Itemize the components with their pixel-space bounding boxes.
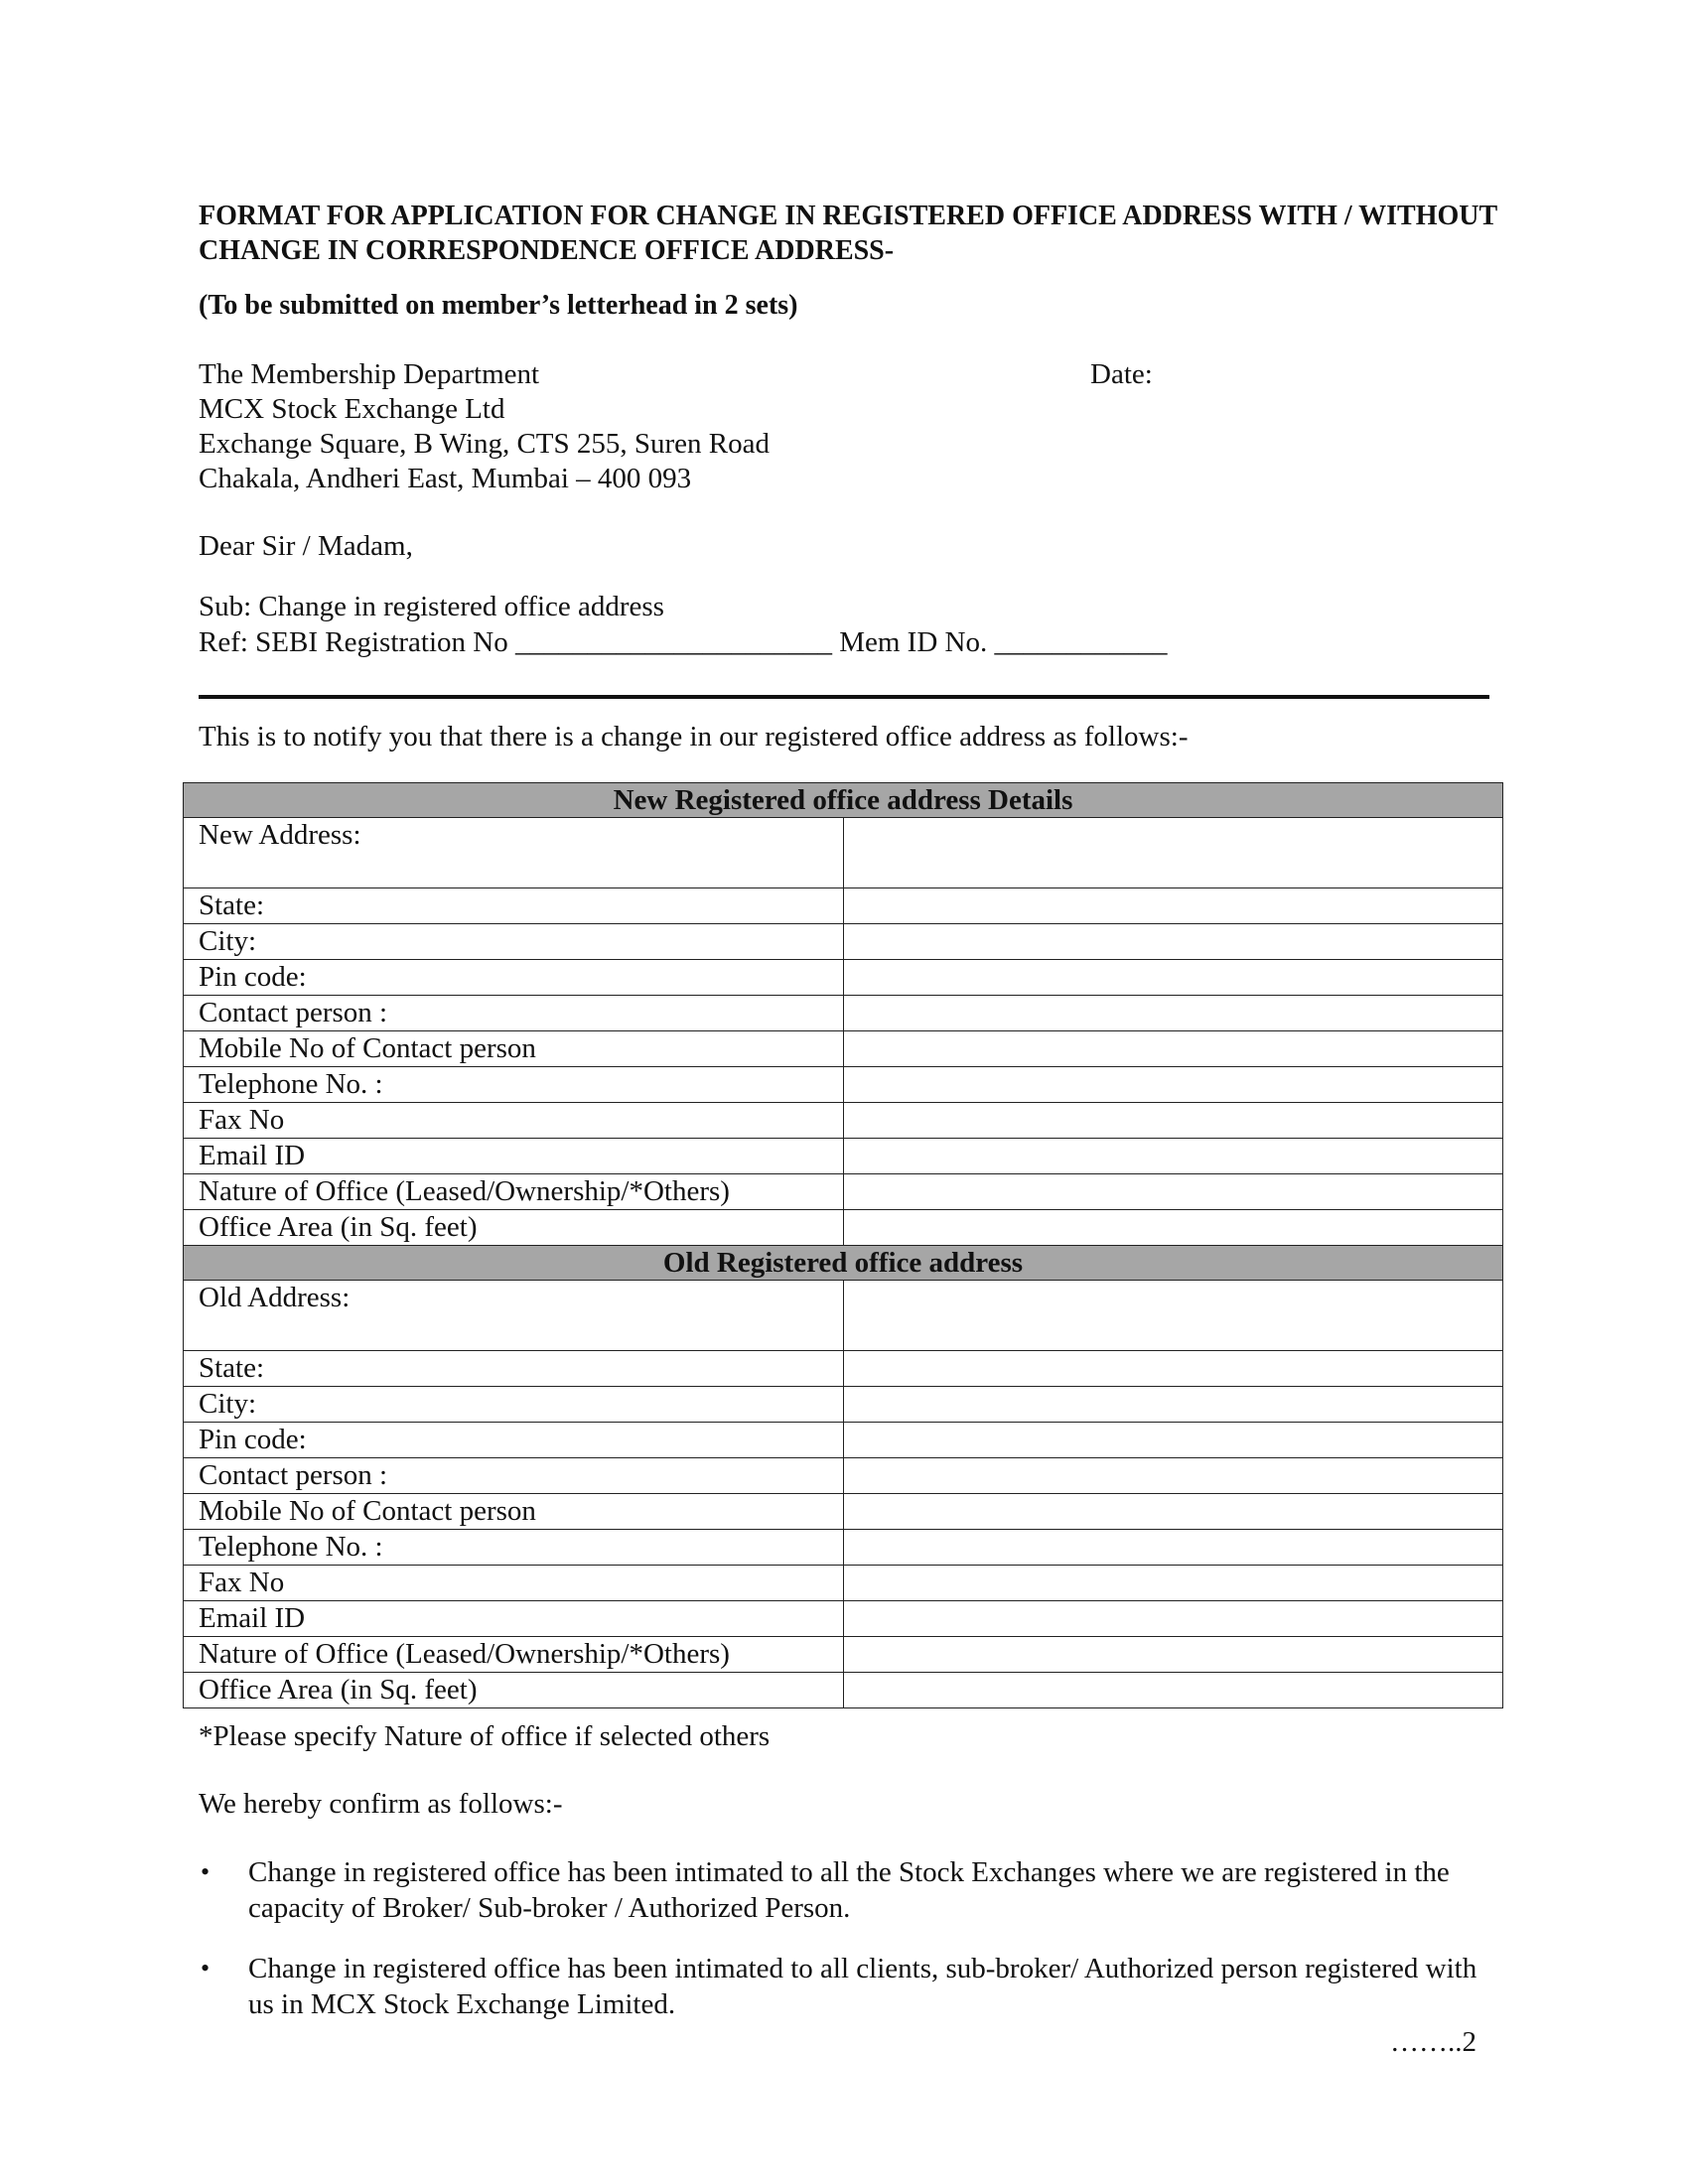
field-input-cell[interactable] <box>843 1139 1503 1174</box>
field-input-cell[interactable] <box>843 1351 1503 1387</box>
field-input-cell[interactable] <box>843 1566 1503 1601</box>
intro-text: This is to notify you that there is a change in our registered office address as follows:- <box>199 721 1189 752</box>
field-label: Email ID <box>184 1139 844 1174</box>
field-label: Contact person : <box>184 996 844 1031</box>
bullet-icon: • <box>201 1857 211 1886</box>
field-label: Office Area (in Sq. feet) <box>184 1673 844 1708</box>
field-input-cell[interactable] <box>843 1458 1503 1494</box>
table-row <box>184 996 1503 1031</box>
field-input-cell[interactable] <box>843 1673 1503 1708</box>
new-section-title: New Registered office address Details <box>184 783 1503 818</box>
field-input-cell[interactable] <box>843 1031 1503 1067</box>
field-input-cell[interactable] <box>843 1601 1503 1637</box>
table-row <box>184 1281 1503 1351</box>
field-input-cell[interactable] <box>843 996 1503 1031</box>
table-row <box>184 818 1503 888</box>
list-item-text: Change in registered office has been intimated to all clients, sub-broker/ Authorized person registered with us in MCX Stock Exchange Limited. <box>248 1953 1477 2020</box>
recipient-line: The Membership Department <box>199 358 540 390</box>
field-label: Fax No <box>184 1103 844 1139</box>
subject-line: Sub: Change in registered office address <box>199 591 664 622</box>
confirm-heading: We hereby confirm as follows:- <box>199 1788 563 1820</box>
list-item-text: Change in registered office has been intimated to all the Stock Exchanges where we are registered in the capacity of Broker/ Sub-broker / Authorized Person. <box>248 1856 1450 1924</box>
recipient-line: Exchange Square, B Wing, CTS 255, Suren Road <box>199 428 771 460</box>
table-row <box>184 1139 1503 1174</box>
recipient-address <box>199 357 770 496</box>
reference-line[interactable]: Ref: SEBI Registration No ______________________ Mem ID No. ____________ <box>199 626 1168 658</box>
field-label: Nature of Office (Leased/Ownership/*Others) <box>184 1637 844 1673</box>
field-input-cell[interactable] <box>843 924 1503 960</box>
horizontal-divider <box>199 695 1489 699</box>
field-label: Mobile No of Contact person <box>184 1494 844 1530</box>
field-input-cell[interactable] <box>843 1494 1503 1530</box>
field-input-cell[interactable] <box>843 818 1503 888</box>
table-row <box>184 1351 1503 1387</box>
old-section-title: Old Registered office address <box>184 1246 1503 1281</box>
bullet-icon: • <box>201 1954 211 1982</box>
field-input-cell[interactable] <box>843 1530 1503 1566</box>
table-row <box>184 1387 1503 1423</box>
table-row <box>184 1530 1503 1566</box>
salutation: Dear Sir / Madam, <box>199 530 413 562</box>
field-input-cell[interactable] <box>843 960 1503 996</box>
field-input-cell[interactable] <box>843 1637 1503 1673</box>
list-item <box>199 1951 1509 2022</box>
date-label: Date: <box>1090 358 1153 390</box>
field-input-cell[interactable] <box>843 1103 1503 1139</box>
field-label: City: <box>184 1387 844 1423</box>
table-row <box>184 1210 1503 1246</box>
table-row <box>184 1673 1503 1708</box>
field-label: Fax No <box>184 1566 844 1601</box>
field-label: Nature of Office (Leased/Ownership/*Others) <box>184 1174 844 1210</box>
address-details-table <box>183 782 1503 1708</box>
field-label: Pin code: <box>184 1423 844 1458</box>
field-input-cell[interactable] <box>843 888 1503 924</box>
field-label: Telephone No. : <box>184 1067 844 1103</box>
field-label: Telephone No. : <box>184 1530 844 1566</box>
field-label: Old Address: <box>184 1281 844 1351</box>
table-row <box>184 1031 1503 1067</box>
table-row <box>184 960 1503 996</box>
section-header-row <box>184 1246 1503 1281</box>
table-row <box>184 1423 1503 1458</box>
field-label: City: <box>184 924 844 960</box>
page-continuation-marker: ……..2 <box>1390 2026 1477 2058</box>
recipient-line: MCX Stock Exchange Ltd <box>199 393 505 425</box>
field-input-cell[interactable] <box>843 1281 1503 1351</box>
field-input-cell[interactable] <box>843 1210 1503 1246</box>
table-row <box>184 1566 1503 1601</box>
confirmation-list <box>199 1854 1509 2047</box>
field-label: Contact person : <box>184 1458 844 1494</box>
recipient-line: Chakala, Andheri East, Mumbai – 400 093 <box>199 463 692 494</box>
section-header-row <box>184 783 1503 818</box>
field-input-cell[interactable] <box>843 1387 1503 1423</box>
table-row <box>184 1494 1503 1530</box>
field-label: Email ID <box>184 1601 844 1637</box>
table-row <box>184 1103 1503 1139</box>
list-item <box>199 1854 1509 1926</box>
table-row <box>184 1174 1503 1210</box>
field-label: State: <box>184 888 844 924</box>
others-note: *Please specify Nature of office if selected others <box>199 1720 771 1752</box>
table-row <box>184 888 1503 924</box>
table-row <box>184 1458 1503 1494</box>
table-row <box>184 1601 1503 1637</box>
table-row <box>184 1637 1503 1673</box>
field-label: State: <box>184 1351 844 1387</box>
field-label: New Address: <box>184 818 844 888</box>
field-label: Office Area (in Sq. feet) <box>184 1210 844 1246</box>
document-title: FORMAT FOR APPLICATION FOR CHANGE IN REGISTERED OFFICE ADDRESS WITH / WITHOUT CHANGE IN CORRESPONDENCE OFFICE ADDRESS- <box>199 201 1497 266</box>
table-row <box>184 924 1503 960</box>
subject-reference-block <box>199 589 1167 660</box>
field-label: Mobile No of Contact person <box>184 1031 844 1067</box>
document-subtitle: (To be submitted on member’s letterhead in 2 sets) <box>199 290 798 321</box>
field-input-cell[interactable] <box>843 1067 1503 1103</box>
field-input-cell[interactable] <box>843 1174 1503 1210</box>
table-row <box>184 1067 1503 1103</box>
field-input-cell[interactable] <box>843 1423 1503 1458</box>
field-label: Pin code: <box>184 960 844 996</box>
